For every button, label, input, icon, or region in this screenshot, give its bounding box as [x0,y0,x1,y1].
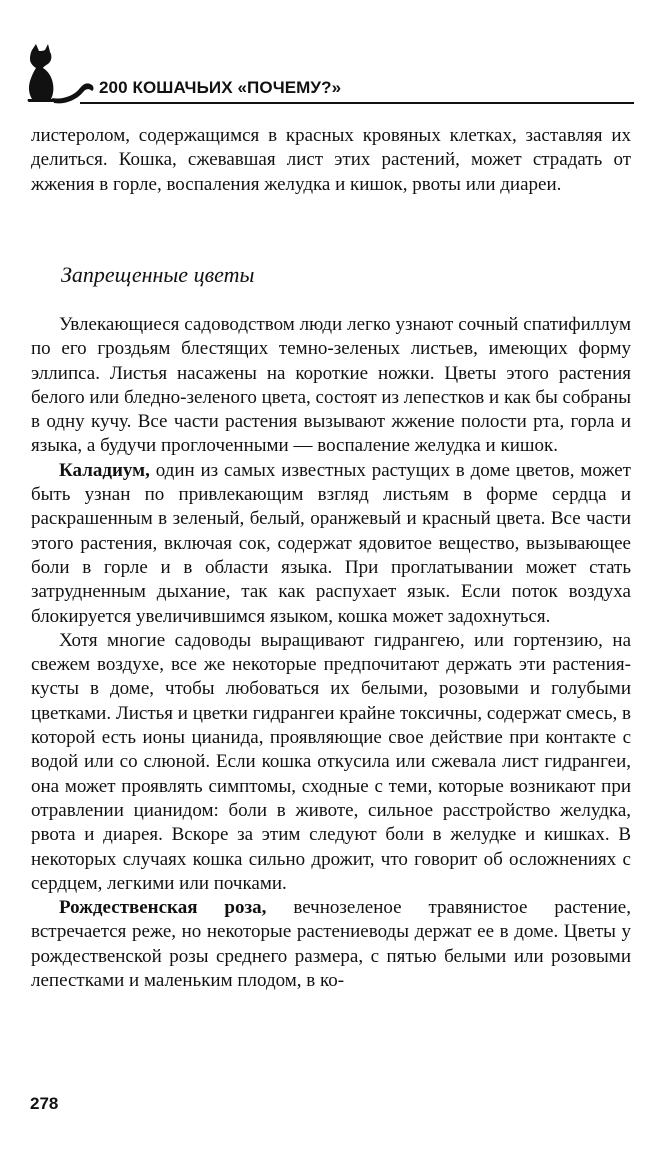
section-text-block [31,313,631,993]
paragraph-text: один из самых известных растущих в доме цветов, может быть узнан по привлекающим взгляд листьям в форме сердца и раскрашенным в зеленый, белый, оранжевый и красный цвета. Все части этого растения, включая сок, содержат ядовитое вещество, вызывающее боли в горле и в области языка. При проглатывании может стать затрудненным дыхание, так как распухает язык. Если поток воздуха блокируется увеличившимся языком, кошка может задохнуться. [31,459,631,627]
paragraph-spathiphyllum [31,313,631,459]
paragraph-christmas-rose [31,896,631,993]
running-title: 200 КОШАЧЬИХ «ПОЧЕМУ?» [99,78,342,97]
intro-text-block [31,124,631,197]
paragraph-text: Увлекающиеся садоводством люди легко узнают сочный спатифиллум по его гроздьям блестящих темно-зеленых листьев, имеющих форму эллипса. Листья насажены на короткие ножки. Цветы этого растения белого или бледно-зеленого цвета, состоят из лепестков и как бы собраны в одну кучу. Все части растения вызывают жжение полости рта, горла и языка, а будучи проглоченными — воспаление желудка и кишок. [31,314,631,457]
paragraph-caladium [31,459,631,629]
page-header [22,44,634,106]
paragraph-text: вечнозеленое травянистое растение, встречается реже, но некоторые растениеводы держат ее в доме. Цветы у рождественской розы среднего размера, с пятью белыми или розовыми лепестками и маленьким плодом, в ко- [31,897,631,992]
paragraph-term: Рождественская роза, [59,897,267,919]
intro-paragraph: листеролом, содержащимся в красных кровяных клетках, заставляя их делиться. Кошка, сжевавшая лист этих растений, может страдать от жжения в горле, воспаления желудка и кишок, рвоты или диареи. [31,125,631,195]
page-number: 278 [30,1094,59,1113]
paragraph-term: Каладиум, [59,459,150,481]
header-rule [80,102,634,104]
paragraph-hydrangea [31,629,631,896]
cat-silhouette-icon [22,44,100,106]
section-title: Запрещенные цветы [61,262,255,287]
paragraph-text: Хотя многие садоводы выращивают гидрангею, или гортензию, на свежем воздухе, все же некоторые предпочитают держать эти растения-кусты в доме, чтобы любоваться их белыми, розовыми и голубыми цветками. Листья и цветки гидрангеи крайне токсичны, содержат смесь, в которой есть ионы цианида, проявляющие свое действие при контакте с водой или со слюной. Если кошка откусила или сжевала лист гидрангеи, она может проявлять симптомы, сходные с теми, которые возникают при отравлении цианидом: боли в животе, сильное расстройство желудка, рвота и диарея. Вскоре за этим следуют боли в желудке и кишках. В некоторых случаях кошка сильно дрожит, что говорит об осложнениях с сердцем, легкими или почками. [31,629,631,894]
